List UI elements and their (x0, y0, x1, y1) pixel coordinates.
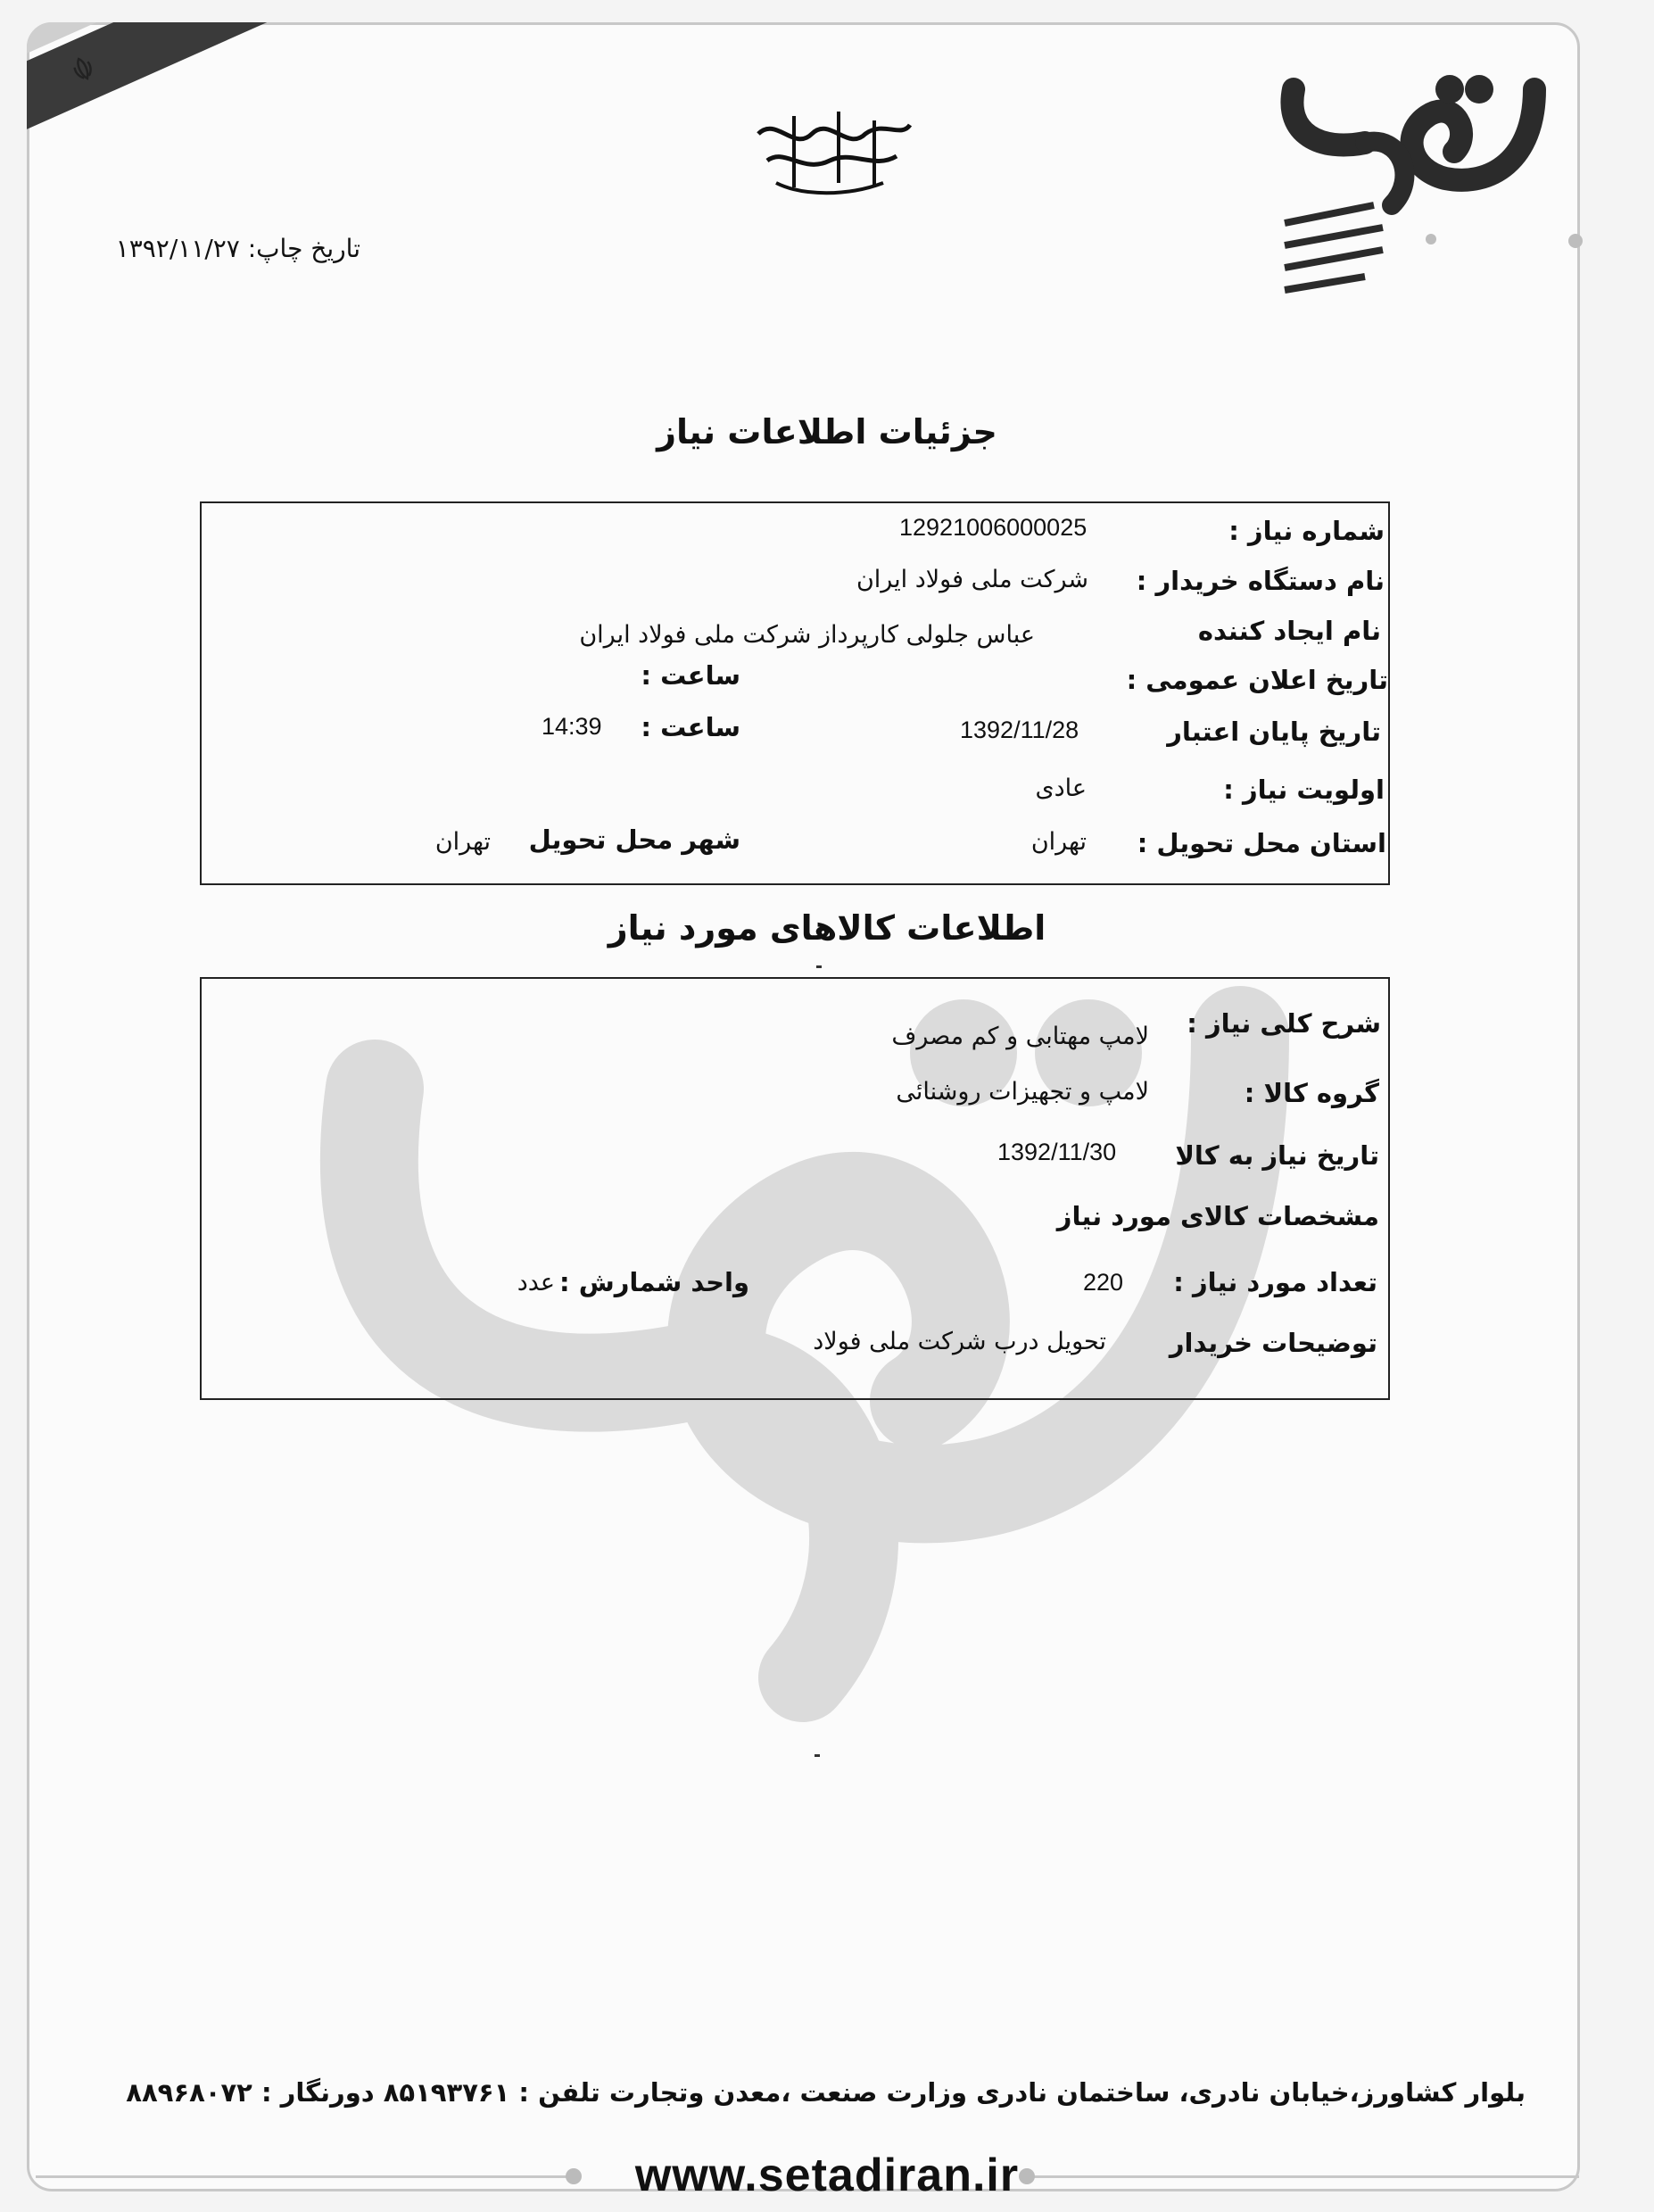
goods-group-label: گروه کالا : (1244, 1078, 1379, 1108)
goods-info-title: اطلاعات کالاهای مورد نیاز (608, 908, 1046, 948)
buyer-notes-label: توضیحات خریدار (1169, 1328, 1377, 1358)
scan-mark (815, 1754, 820, 1757)
expiry-date-label: تاریخ پایان اعتبار (1167, 717, 1381, 747)
need-date-label: تاریخ نیاز به کالا (1175, 1140, 1379, 1171)
quantity-value: 220 (1083, 1269, 1124, 1296)
unit-label: واحد شمارش : (559, 1267, 749, 1297)
buyer-notes-value: تحویل درب شرکت ملی فولاد (813, 1328, 1106, 1355)
city-value: تهران (434, 828, 491, 856)
need-date-value: 1392/11/30 (997, 1139, 1117, 1165)
goods-group-value: لامپ و تجهیزات روشنائی (896, 1078, 1149, 1106)
unit-value: عدد (517, 1269, 555, 1297)
need-number-value: 12921006000025 (899, 514, 1088, 541)
print-date: تاریخ چاپ: ۱۳۹۲/۱۱/۲۷ (115, 234, 360, 263)
corner-band (27, 22, 294, 201)
frame-dot (1568, 234, 1583, 248)
city-label: شهر محل تحویل (528, 824, 740, 855)
description-label: شرح کلی نیاز : (1187, 1008, 1381, 1039)
footer-address: بلوار کشاورز،خیابان نادری، ساختمان نادری وزارت صنعت ،معدن وتجارت تلفن : ۸۵۱۹۳۷۶۱ دورنگار : ۸۸۹۶۸۰۷۲ (126, 2077, 1526, 2108)
setad-logo (1267, 54, 1561, 330)
buyer-label: نام دستگاه خریدار : (1136, 566, 1385, 596)
announce-date-label: تاریخ اعلان عمومی : (1126, 665, 1388, 695)
creator-label: نام ایجاد کننده (1197, 616, 1381, 646)
province-label: استان محل تحویل : (1137, 828, 1386, 858)
need-details-title: جزئیات اطلاعات نیاز (657, 412, 997, 452)
expiry-date-value: 1392/11/28 (960, 717, 1079, 743)
priority-label: اولویت نیاز : (1223, 775, 1385, 805)
specs-label: مشخصات کالای مورد نیاز (1056, 1201, 1379, 1231)
need-number-label: شماره نیاز : (1228, 516, 1385, 546)
quantity-label: تعداد مورد نیاز : (1173, 1267, 1377, 1297)
buyer-value: شرکت ملی فولاد ایران (856, 566, 1088, 593)
creator-value: عباس جلولی کارپرداز شرکت ملی فولاد ایران (579, 621, 1035, 649)
province-value: تهران (1030, 828, 1087, 856)
announce-time-label: ساعت : (641, 660, 740, 691)
expiry-time-label: ساعت : (641, 712, 740, 742)
basmala (740, 98, 919, 205)
scan-mark (816, 965, 822, 968)
expiry-time-value: 14:39 (542, 713, 602, 740)
frame-dot (1426, 234, 1436, 244)
priority-value: عادی (1035, 775, 1087, 802)
website-link[interactable]: www.setadiran.ir (634, 2150, 1020, 2201)
description-value: لامپ مهتابی و کم مصرف (891, 1023, 1149, 1050)
